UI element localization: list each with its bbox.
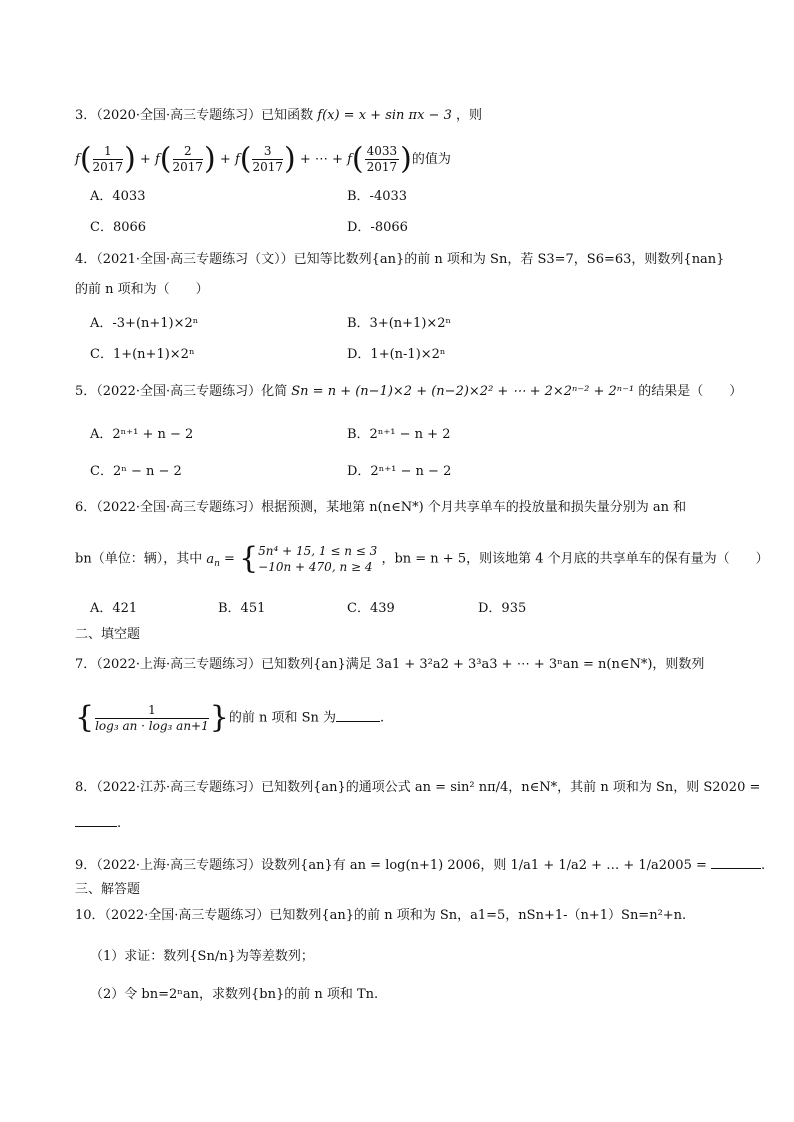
section-solution-heading: 三、解答题	[75, 882, 141, 897]
q10-line1: 10．（2022·全国·高三专题练习）已知数列{an}的前 n 项和为 Sn，a1=5，nSn+1-（n+1）Sn=n²+n.	[75, 908, 687, 923]
q7-line2-tail: 的前 n 项和 Sn 为	[228, 710, 337, 726]
q6-option-d: D．935	[478, 601, 527, 616]
q4-option-d: D．1+(n-1)×2ⁿ	[347, 347, 446, 362]
q3-frac-4: $\frac{4033}{2017}$	[366, 144, 398, 174]
q5-option-d: D．2ⁿ⁺¹ − n − 2	[347, 464, 452, 479]
q9-text: 9．（2022·上海·高三专题练习）设数列{an}有 an = log(n+1) 2006，则 1/a1 + 1/a2 + … + 1/a2005 =	[75, 858, 707, 873]
q3-stem	[75, 106, 482, 126]
q5-expression: Sn = n + (n−1)×2 + (n−2)×2² + ⋯ + 2×2ⁿ⁻² + 2ⁿ⁻¹	[291, 384, 635, 399]
q7-line2: { $\frac{1}{\text{log₃ an · log₃ an+1}}$ }的前 n 项和 Sn 为 .	[75, 700, 385, 735]
q4-option-c: C．1+(n+1)×2ⁿ	[90, 347, 195, 362]
q6-piecewise: 5n⁴ + 15, 1 ≤ n ≤ 3 −10n + 470, n ≥ 4	[258, 544, 378, 574]
q3-frac-3: $\frac{3}{2017}$	[252, 144, 284, 174]
q8-answer-blank[interactable]	[75, 812, 117, 827]
q3-option-d: D．-8066	[347, 220, 408, 235]
q5-option-c: C．2ⁿ − n − 2	[90, 464, 182, 479]
q6-option-a: A．421	[90, 601, 138, 616]
q7-fraction: $\frac{1}{\text{log₃ an · log₃ an+1}}$	[95, 702, 209, 733]
q3-expr-tail: 的值为	[411, 152, 451, 167]
q4-line1: 4．（2021·全国·高三专题练习（文））已知等比数列{an}的前 n 项和为 Sn，若 S3=7，S6=63，则数列{nan}	[75, 252, 725, 267]
q3-frac-1: $\frac{1}{2017}$	[92, 144, 124, 174]
q4-option-b: B．3+(n+1)×2ⁿ	[347, 316, 452, 331]
q9-line1: 9．（2022·上海·高三专题练习）设数列{an}有 an = log(n+1) 2006，则 1/a1 + 1/a2 + … + 1/a2005 = .	[75, 854, 765, 876]
q6-line1: 6．（2022·全国·高三专题练习）根据预测，某地第 n(n∈N*) 个月共享单车的投放量和损失量分别为 an 和	[75, 500, 687, 515]
q4-option-a: A．-3+(n+1)×2ⁿ	[90, 316, 199, 331]
q3-then: ，则	[455, 108, 482, 123]
q8-line1: 8．（2022·江苏·高三专题练习）已知数列{an}的通项公式 an = sin² nπ/4，n∈N*，其前 n 项和为 Sn，则 S2020 =	[75, 780, 761, 795]
q3-source: 3．（2020·全国·高三专题练习）已知函数	[75, 108, 314, 123]
q3-option-b: B．-4033	[347, 189, 408, 204]
q5-source: 5．（2022·全国·高三专题练习）化简	[75, 384, 288, 399]
q6-line2: bn（单位：辆），其中 $a_n$ = { 5n⁴ + 15, 1 ≤ n ≤ 3 −10n + 470, n ≥ 4 ，bn = n + 5，则该地第 4 个月底的共享单车的保有量为（ ）	[75, 541, 769, 576]
q3-option-a: A．4033	[90, 189, 146, 204]
section-fill-in-heading: 二、填空题	[75, 627, 141, 642]
q10-part1: （1）求证：数列{Sn/n}为等差数列；	[90, 949, 314, 964]
q6-line2-post: ，bn = n + 5，则该地第 4 个月底的共享单车的保有量为（ ）	[381, 551, 769, 567]
q5-option-a: A．2ⁿ⁺¹ + n − 2	[90, 427, 194, 442]
q8-line2: .	[75, 812, 121, 834]
q3-option-c: C．8066	[90, 220, 147, 235]
q7-answer-blank[interactable]	[336, 707, 380, 722]
q3-frac-2: $\frac{2}{2017}$	[172, 144, 204, 174]
q3-function: f(x) = x + sin πx − 3	[317, 108, 452, 123]
q3-expression: f( $\frac{1}{2017}$ ) + f( $\frac{2}{2017}$ ) + f( $\frac{3}{2017}$ ) + ⋯ + f( $\frac{4033}{2017}$ )的值为	[75, 141, 451, 177]
q5-tail: 的结果是（ ）	[638, 384, 743, 399]
q6-line2-pre: bn（单位：辆），其中	[75, 551, 203, 567]
q9-answer-blank[interactable]	[711, 854, 761, 869]
q5-stem	[75, 382, 742, 402]
q7-line1: 7．（2022·上海·高三专题练习）已知数列{an}满足 3a1 + 3²a2 + 3³a3 + ⋯ + 3ⁿan = n(n∈N*)，则数列	[75, 657, 705, 672]
q5-option-b: B．2ⁿ⁺¹ − n + 2	[347, 427, 451, 442]
q4-line2: 的前 n 项和为（ ）	[75, 282, 209, 297]
q6-option-c: C．439	[347, 601, 395, 616]
q6-option-b: B．451	[218, 601, 266, 616]
q10-part2: （2）令 bn=2ⁿan，求数列{bn}的前 n 项和 Tn.	[90, 987, 379, 1002]
